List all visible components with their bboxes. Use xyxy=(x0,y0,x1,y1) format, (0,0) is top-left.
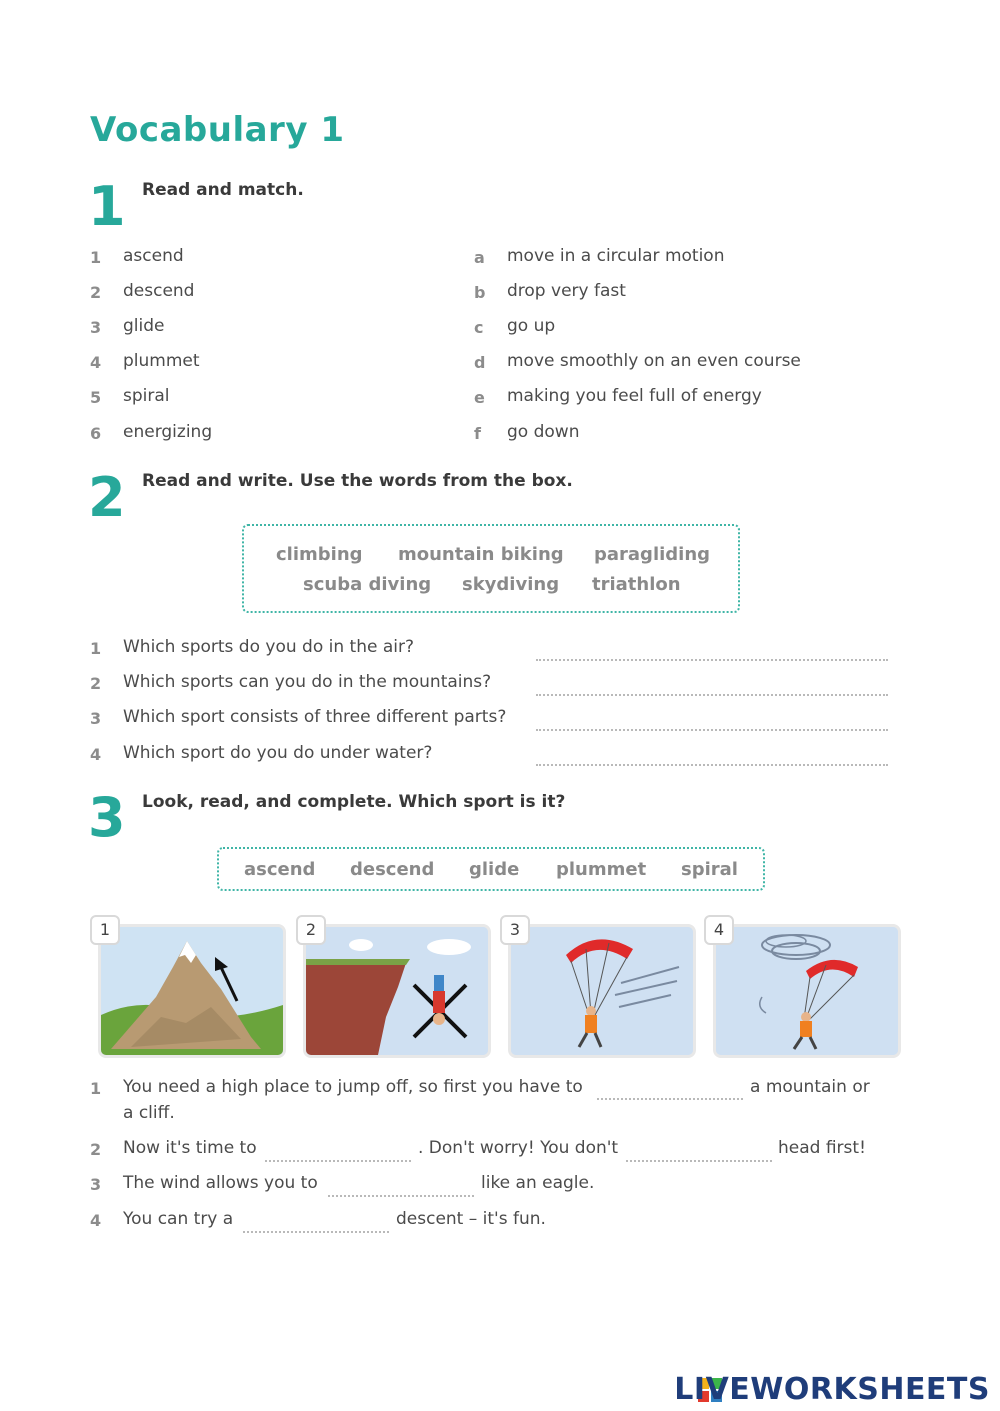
match-left-number: 5 xyxy=(90,388,102,407)
match-right-letter: e xyxy=(474,388,485,407)
answer-line[interactable] xyxy=(536,694,888,696)
gap-fill-line[interactable] xyxy=(243,1231,389,1233)
match-right-letter: f xyxy=(474,424,481,443)
liveworksheets-logo-text: LIVEWORKSHEETS xyxy=(674,1372,990,1407)
match-right-definition: go down xyxy=(507,422,580,442)
match-right-letter: c xyxy=(474,318,484,337)
question-text: Which sport do you do under water? xyxy=(123,743,433,763)
box-word: climbing xyxy=(276,544,363,565)
question-text: Which sport consists of three different parts? xyxy=(123,707,507,727)
match-left-word: energizing xyxy=(123,422,213,442)
exercise-1-number: 1 xyxy=(88,175,126,238)
picture-paraglider-spiral xyxy=(713,924,901,1058)
match-left-number: 4 xyxy=(90,353,102,372)
match-right-definition: move smoothly on an even course xyxy=(507,351,801,371)
match-left-number: 3 xyxy=(90,318,102,337)
sentence-text: The wind allows you to xyxy=(123,1173,318,1193)
match-right-definition: making you feel full of energy xyxy=(507,386,762,406)
match-left-word: ascend xyxy=(123,246,184,266)
match-left-number: 6 xyxy=(90,424,102,443)
sentence-number: 2 xyxy=(90,1140,102,1159)
question-number: 1 xyxy=(90,639,102,658)
picture-cliff-plummet xyxy=(303,924,491,1058)
sentence-text: like an eagle. xyxy=(481,1173,595,1193)
answer-line[interactable] xyxy=(536,659,888,661)
match-left-word: glide xyxy=(123,316,165,336)
sentence-number: 3 xyxy=(90,1175,102,1194)
answer-line[interactable] xyxy=(536,764,888,766)
box-word: skydiving xyxy=(462,574,560,595)
box-word: descend xyxy=(350,859,435,880)
page-title: Vocabulary 1 xyxy=(90,110,345,150)
sentence-number: 1 xyxy=(90,1079,102,1098)
match-right-letter: b xyxy=(474,283,486,302)
box-word: glide xyxy=(469,859,520,880)
exercise-2-number: 2 xyxy=(88,466,126,529)
box-word: ascend xyxy=(244,859,316,880)
exercise-3-instruction: Look, read, and complete. Which sport is it? xyxy=(142,792,566,812)
question-text: Which sports do you do in the air? xyxy=(123,637,414,657)
match-left-word: spiral xyxy=(123,386,170,406)
box-word: scuba diving xyxy=(303,574,432,595)
match-left-number: 1 xyxy=(90,248,102,267)
gap-fill-line[interactable] xyxy=(626,1160,772,1162)
sentence-text: a cliff. xyxy=(123,1103,175,1123)
gap-fill-line[interactable] xyxy=(265,1160,411,1162)
match-left-word: descend xyxy=(123,281,195,301)
exercise-3-number: 3 xyxy=(88,786,126,849)
picture-number-badge: 1 xyxy=(90,915,120,945)
sentence-text: . Don't worry! You don't xyxy=(418,1138,619,1158)
sentence-text: head first! xyxy=(778,1138,866,1158)
sentence-text: a mountain or xyxy=(750,1077,870,1097)
box-word: spiral xyxy=(681,859,738,880)
match-right-letter: d xyxy=(474,353,486,372)
sentence-text: Now it's time to xyxy=(123,1138,257,1158)
box-word: paragliding xyxy=(594,544,711,565)
picture-number-badge: 4 xyxy=(704,915,734,945)
picture-mountain-ascend xyxy=(98,924,286,1058)
match-right-definition: go up xyxy=(507,316,556,336)
exercise-1-instruction: Read and match. xyxy=(142,180,304,200)
picture-number-badge: 2 xyxy=(296,915,326,945)
question-number: 4 xyxy=(90,745,102,764)
word-box-sports xyxy=(242,524,740,613)
gap-fill-line[interactable] xyxy=(328,1195,474,1197)
match-right-letter: a xyxy=(474,248,485,267)
answer-line[interactable] xyxy=(536,729,888,731)
sentence-text: descent – it's fun. xyxy=(396,1209,546,1229)
match-right-definition: move in a circular motion xyxy=(507,246,725,266)
question-number: 3 xyxy=(90,709,102,728)
box-word: mountain biking xyxy=(398,544,564,565)
match-right-definition: drop very fast xyxy=(507,281,626,301)
sentence-text: You need a high place to jump off, so first you have to xyxy=(123,1077,583,1097)
box-word: plummet xyxy=(556,859,647,880)
question-text: Which sports can you do in the mountains? xyxy=(123,672,492,692)
question-number: 2 xyxy=(90,674,102,693)
exercise-2-instruction: Read and write. Use the words from the box. xyxy=(142,471,573,491)
box-word: triathlon xyxy=(592,574,681,595)
picture-paraglider-glide xyxy=(508,924,696,1058)
sentence-text: You can try a xyxy=(123,1209,234,1229)
match-left-number: 2 xyxy=(90,283,102,302)
sentence-number: 4 xyxy=(90,1211,102,1230)
gap-fill-line[interactable] xyxy=(597,1098,743,1100)
match-left-word: plummet xyxy=(123,351,200,371)
picture-number-badge: 3 xyxy=(500,915,530,945)
